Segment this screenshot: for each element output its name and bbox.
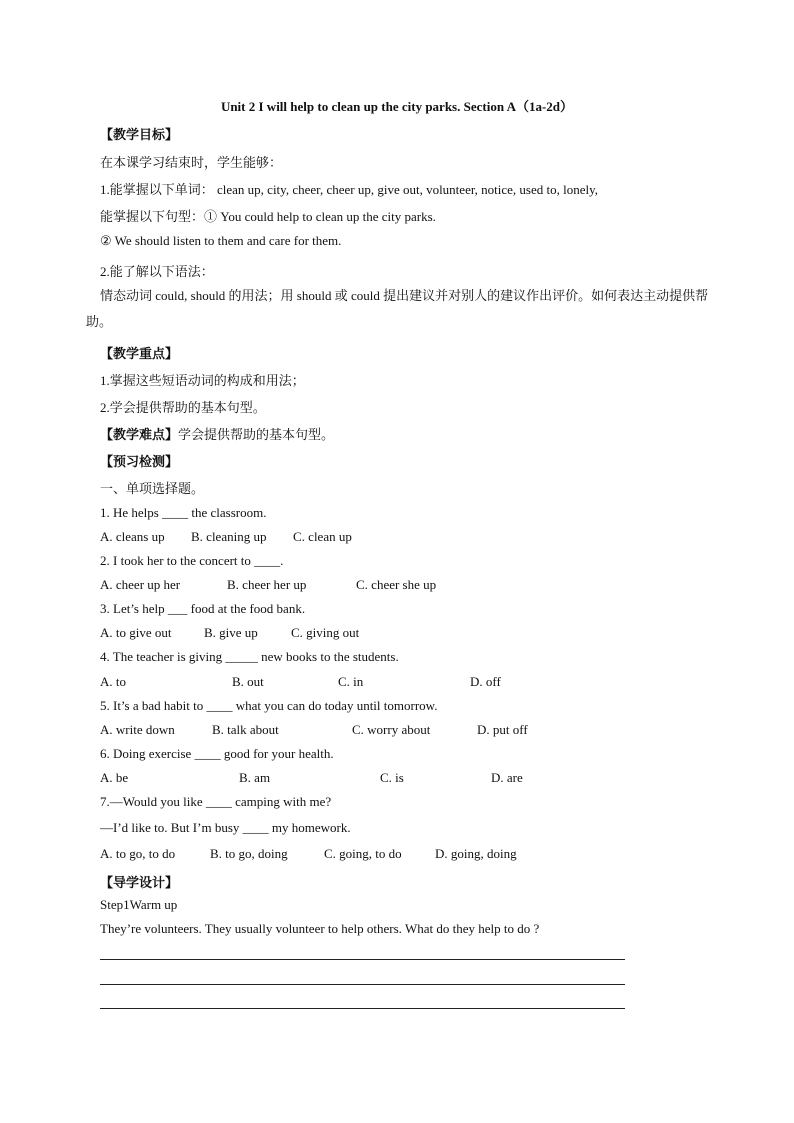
goals-grammar-detail: 情态动词 could, should 的用法；用 should 或 could 提出建议并对别人的建议作出评价。如何表达主动提供帮助。 — [86, 288, 709, 329]
answer-line-3 — [100, 1008, 625, 1009]
question-6: 6. Doing exercise ____ good for your health. — [100, 746, 334, 761]
question-1: 1. He helps ____ the classroom. — [100, 505, 267, 520]
preview-heading: 【预习检测】 — [100, 454, 179, 469]
q6-option-c: C. is — [380, 770, 404, 785]
question-7-reply: —I’d like to. But I’m busy ____ my homework. — [100, 820, 351, 835]
key-point-2: 2.学会提供帮助的基本句型。 — [100, 400, 266, 415]
q3-option-a: A. to give out — [100, 625, 172, 640]
q7-option-d: D. going, doing — [435, 846, 517, 861]
q5-option-d: D. put off — [477, 722, 528, 737]
q2-option-b: B. cheer her up — [227, 577, 307, 592]
goals-vocab: 1.能掌握以下单词： clean up, city, cheer, cheer up, give out, volunteer, notice, used to, lonely, — [100, 182, 598, 197]
q5-option-a: A. write down — [100, 722, 175, 737]
q4-option-d: D. off — [470, 674, 501, 689]
preview-section-title: 一、单项选择题。 — [100, 481, 205, 496]
answer-line-2 — [100, 984, 625, 985]
design-prompt: They’re volunteers. They usually volunteer to help others. What do they help to do ? — [100, 921, 540, 936]
question-7: 7.—Would you like ____ camping with me? — [100, 794, 332, 809]
question-4: 4. The teacher is giving _____ new books to the students. — [100, 649, 399, 664]
q1-option-a: A. cleans up — [100, 529, 165, 544]
goals-sentence-1: 能掌握以下句型：① You could help to clean up the city parks. — [100, 209, 436, 224]
difficulty-heading: 【教学难点】 — [100, 427, 179, 442]
difficulty-text: 学会提供帮助的基本句型。 — [178, 427, 335, 442]
question-3: 3. Let’s help ___ food at the food bank. — [100, 601, 306, 616]
q5-option-c: C. worry about — [352, 722, 431, 737]
question-2: 2. I took her to the concert to ____. — [100, 553, 284, 568]
q7-option-a: A. to go, to do — [100, 846, 176, 861]
q2-option-c: C. cheer she up — [356, 577, 437, 592]
q2-option-a: A. cheer up her — [100, 577, 181, 592]
q1-option-c: C. clean up — [293, 529, 352, 544]
q4-option-b: B. out — [232, 674, 264, 689]
question-5: 5. It’s a bad habit to ____ what you can do today until tomorrow. — [100, 698, 438, 713]
q1-option-b: B. cleaning up — [191, 529, 267, 544]
goals-intro: 在本课学习结束时，学生能够： — [100, 155, 283, 170]
q4-option-a: A. to — [100, 674, 126, 689]
goals-heading: 【教学目标】 — [100, 127, 179, 142]
page-title: Unit 2 I will help to clean up the city parks. Section A（1a-2d） — [220, 99, 574, 114]
goals-grammar-title: 2.能了解以下语法： — [100, 264, 214, 279]
difficulty-line — [100, 424, 334, 443]
design-heading: 【导学设计】 — [100, 875, 179, 890]
key-points-heading: 【教学重点】 — [100, 346, 179, 361]
q6-option-a: A. be — [100, 770, 129, 785]
goals-sentence-2: ② We should listen to them and care for them. — [100, 233, 342, 248]
answer-line-1 — [100, 959, 625, 960]
q6-option-d: D. are — [491, 770, 523, 785]
q7-option-c: C. going, to do — [324, 846, 402, 861]
q4-option-c: C. in — [338, 674, 364, 689]
q7-option-b: B. to go, doing — [210, 846, 288, 861]
q3-option-c: C. giving out — [291, 625, 360, 640]
design-step: Step1Warm up — [100, 897, 178, 912]
q6-option-b: B. am — [239, 770, 271, 785]
q3-option-b: B. give up — [204, 625, 258, 640]
q5-option-b: B. talk about — [212, 722, 279, 737]
key-point-1: 1.掌握这些短语动词的构成和用法； — [100, 373, 305, 388]
